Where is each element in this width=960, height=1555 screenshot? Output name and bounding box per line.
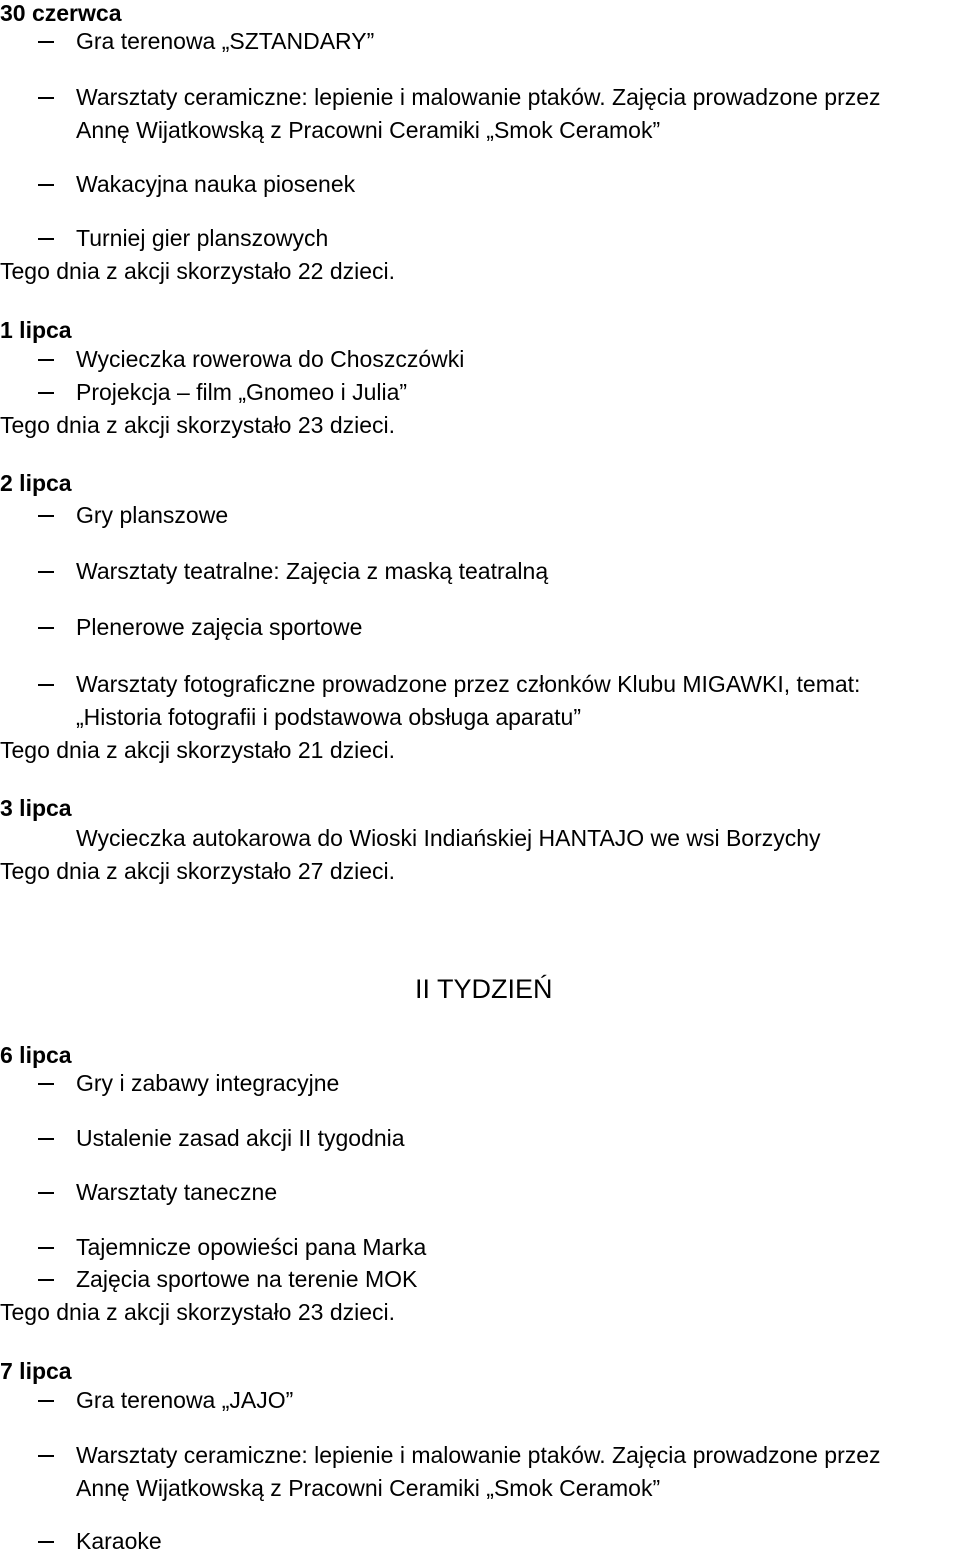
day-date: 2 lipca [0, 470, 72, 496]
dash-bullet [38, 1192, 54, 1194]
dash-bullet [38, 1455, 54, 1457]
list-item-continuation: „Historia fotografii i podstawowa obsługa aparatu” [76, 704, 581, 730]
day-summary: Tego dnia z akcji skorzystało 23 dzieci. [0, 412, 396, 438]
list-item-text: Warsztaty teatralne: Zajęcia z maską teatralną [76, 558, 549, 584]
list-item-text: Turniej gier planszowych [76, 225, 329, 251]
list-item-text: Wycieczka rowerowa do Choszczówki [76, 346, 465, 372]
dash-bullet [38, 1083, 54, 1085]
dash-bullet [38, 392, 54, 394]
dash-bullet [38, 627, 54, 629]
week-heading: II TYDZIEŃ [415, 974, 553, 1004]
dash-bullet [38, 238, 54, 240]
day-date: 30 czerwca [0, 0, 122, 26]
dash-bullet [38, 684, 54, 686]
day-summary: Tego dnia z akcji skorzystało 21 dzieci. [0, 737, 396, 763]
list-item-text: Warsztaty ceramiczne: lepienie i malowanie ptaków. Zajęcia prowadzone przez [76, 84, 881, 110]
list-item-text: Warsztaty fotograficzne prowadzone przez członków Klubu MIGAWKI, temat: [76, 671, 861, 697]
list-item-text: Warsztaty ceramiczne: lepienie i malowanie ptaków. Zajęcia prowadzone przez [76, 1442, 881, 1468]
dash-bullet [38, 1400, 54, 1402]
list-item-text: Wycieczka autokarowa do Wioski Indiańskiej HANTAJO we wsi Borzychy [76, 825, 821, 851]
day-summary: Tego dnia z akcji skorzystało 22 dzieci. [0, 258, 396, 284]
list-item-text: Warsztaty taneczne [76, 1179, 278, 1205]
list-item-text: Gry planszowe [76, 502, 229, 528]
day-summary: Tego dnia z akcji skorzystało 27 dzieci. [0, 858, 396, 884]
list-item-text: Projekcja – film „Gnomeo i Julia” [76, 379, 408, 405]
day-date: 7 lipca [0, 1358, 72, 1384]
dash-bullet [38, 41, 54, 43]
day-date: 3 lipca [0, 795, 72, 821]
day-date: 1 lipca [0, 317, 72, 343]
dash-bullet [38, 1247, 54, 1249]
list-item-text: Plenerowe zajęcia sportowe [76, 614, 363, 640]
list-item-text: Ustalenie zasad akcji II tygodnia [76, 1125, 405, 1151]
day-date: 6 lipca [0, 1042, 72, 1068]
dash-bullet [38, 1541, 54, 1543]
list-item-text: Gra terenowa „JAJO” [76, 1387, 294, 1413]
dash-bullet [38, 184, 54, 186]
dash-bullet [38, 359, 54, 361]
list-item-continuation: Annę Wijatkowską z Pracowni Ceramiki „Smok Ceramok” [76, 117, 661, 143]
list-item-text: Gry i zabawy integracyjne [76, 1070, 340, 1096]
day-summary: Tego dnia z akcji skorzystało 23 dzieci. [0, 1299, 396, 1325]
list-item-text: Karaoke [76, 1528, 162, 1554]
dash-bullet [38, 1138, 54, 1140]
list-item-continuation: Annę Wijatkowską z Pracowni Ceramiki „Smok Ceramok” [76, 1475, 661, 1501]
dash-bullet [38, 1279, 54, 1281]
dash-bullet [38, 515, 54, 517]
list-item-text: Gra terenowa „SZTANDARY” [76, 28, 375, 54]
dash-bullet [38, 571, 54, 573]
list-item-text: Zajęcia sportowe na terenie MOK [76, 1266, 418, 1292]
dash-bullet [38, 97, 54, 99]
list-item-text: Tajemnicze opowieści pana Marka [76, 1234, 427, 1260]
list-item-text: Wakacyjna nauka piosenek [76, 171, 356, 197]
